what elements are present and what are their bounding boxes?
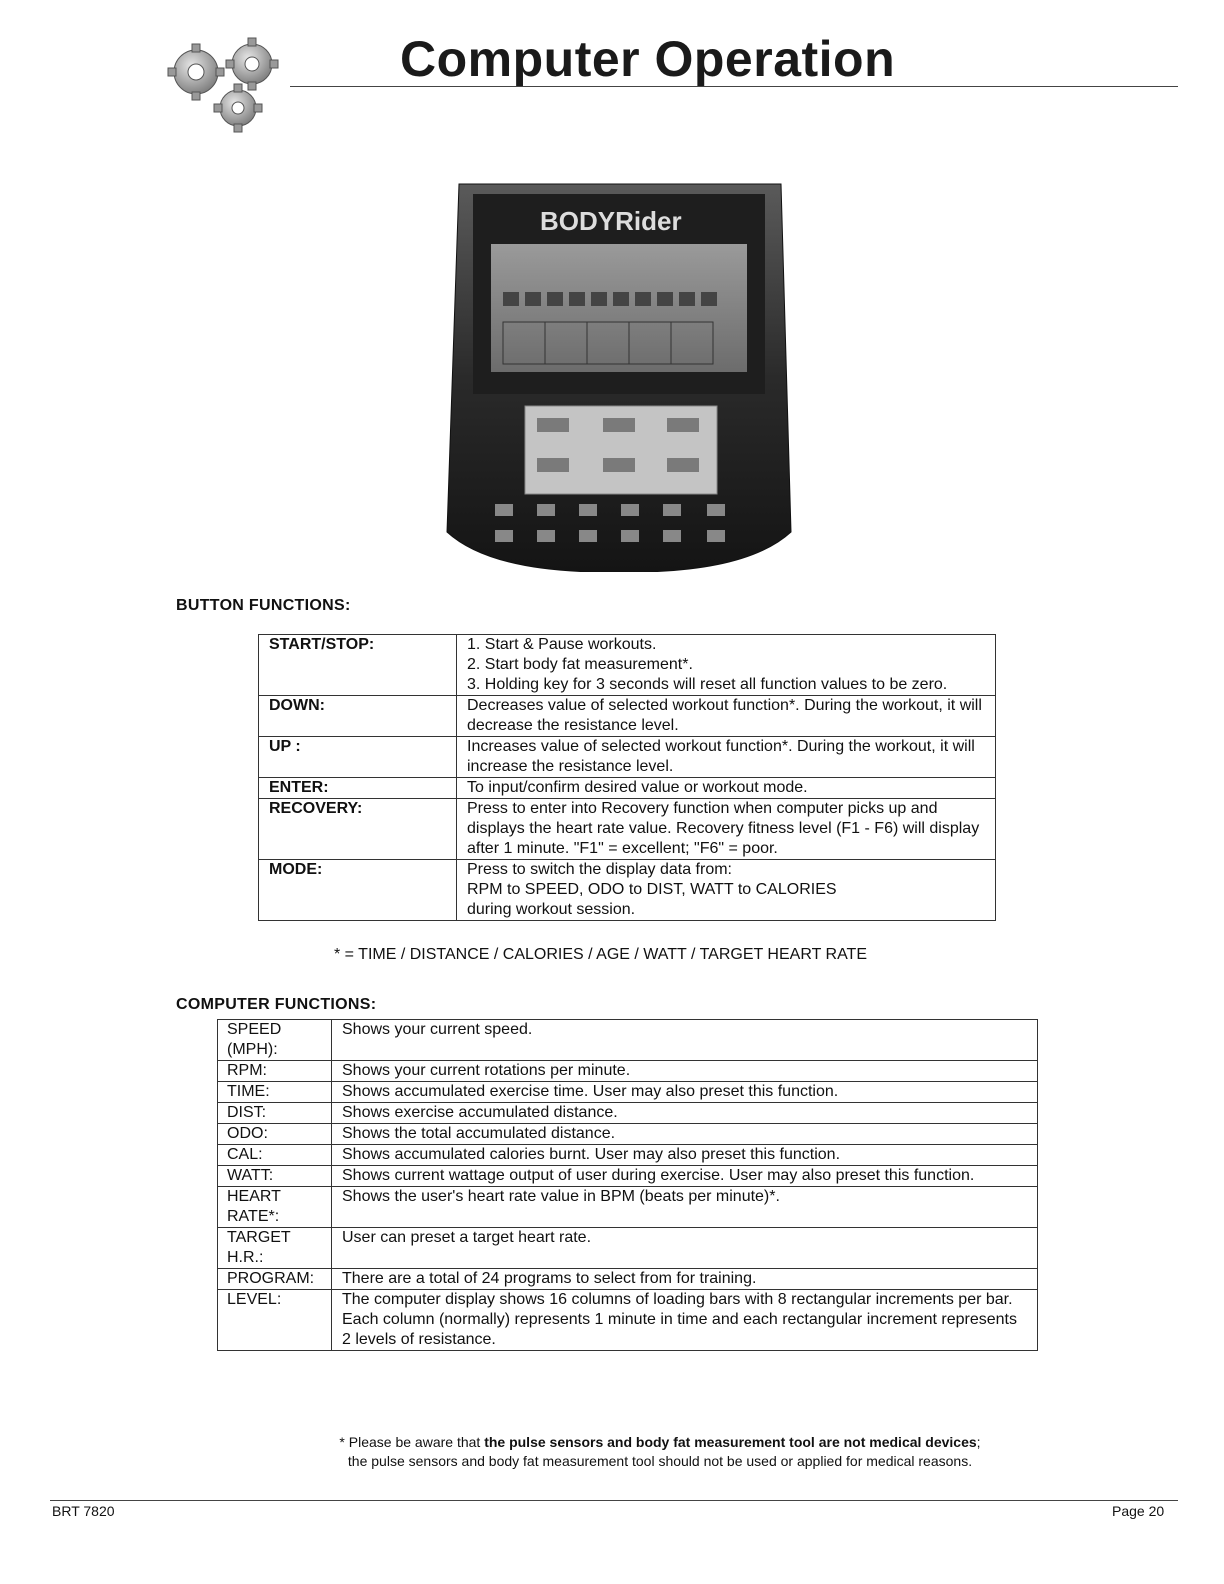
gears-icon [160, 20, 290, 150]
button-function-key: START/STOP: [259, 635, 457, 696]
computer-function-key: PROGRAM: [218, 1269, 332, 1290]
computer-function-key: TIME: [218, 1082, 332, 1103]
button-function-row [259, 635, 996, 696]
computer-function-description: The computer display shows 16 columns of loading bars with 8 rectangular increments per bar. Each column (normally) represents 1 minute in time and each rectangular increment represents 2 levels of resistance. [332, 1290, 1038, 1351]
computer-function-description: Shows the total accumulated distance. [332, 1124, 1038, 1145]
button-functions-table [258, 634, 996, 921]
button-function-row [259, 778, 996, 799]
medical-disclaimer [200, 1433, 1120, 1471]
computer-function-description: Shows your current rotations per minute. [332, 1061, 1038, 1082]
computer-function-key: WATT: [218, 1166, 332, 1187]
computer-function-description: Shows accumulated exercise time. User may also preset this function. [332, 1082, 1038, 1103]
computer-function-key: DIST: [218, 1103, 332, 1124]
button-function-description [457, 635, 996, 696]
computer-function-row [218, 1290, 1038, 1351]
title-underline [290, 86, 1178, 87]
computer-function-description: Shows exercise accumulated distance. [332, 1103, 1038, 1124]
disclaimer-bold: the pulse sensors and body fat measurement tool are not medical devices [484, 1434, 977, 1450]
button-function-key: RECOVERY: [259, 799, 457, 860]
computer-function-row [218, 1082, 1038, 1103]
disclaimer-prefix: * Please be aware that [339, 1434, 485, 1450]
computer-function-key: ODO: [218, 1124, 332, 1145]
footer-model: BRT 7820 [52, 1503, 115, 1519]
button-function-description [457, 778, 996, 799]
computer-function-description: Shows your current speed. [332, 1020, 1038, 1061]
description-line: To input/confirm desired value or workout mode. [467, 779, 808, 796]
computer-function-key: RPM: [218, 1061, 332, 1082]
description-line: 2. Start body fat measurement*. [467, 656, 693, 673]
button-function-row [259, 799, 996, 860]
computer-function-description: Shows current wattage output of user during exercise. User may also preset this function. [332, 1166, 1038, 1187]
description-line: RPM to SPEED, ODO to DIST, WATT to CALORIES [467, 881, 837, 898]
description-line: Press to enter into Recovery function when computer picks up and displays the heart rate value. Recovery fitness level (F1 - F6) will display after 1 minute. "F1" = excellent; "F6" = poor. [467, 800, 980, 857]
console-brand-logo: BODYRider [540, 206, 682, 236]
button-function-row [259, 696, 996, 737]
computer-function-description: User can preset a target heart rate. [332, 1228, 1038, 1269]
description-line: Decreases value of selected workout function*. During the workout, it will decrease the resistance level. [467, 697, 982, 734]
computer-function-row [218, 1145, 1038, 1166]
button-function-row [259, 737, 996, 778]
button-function-description [457, 737, 996, 778]
computer-function-row [218, 1187, 1038, 1228]
computer-function-row [218, 1166, 1038, 1187]
button-function-key: UP : [259, 737, 457, 778]
computer-function-key: SPEED (MPH): [218, 1020, 332, 1061]
footer-page-number: Page 20 [1112, 1503, 1165, 1519]
button-function-description [457, 799, 996, 860]
disclaimer-line2: the pulse sensors and body fat measurement tool should not be used or applied for medical reasons. [347, 1453, 973, 1469]
description-line: during workout session. [467, 901, 636, 918]
computer-function-key: TARGET H.R.: [218, 1228, 332, 1269]
computer-function-description: There are a total of 24 programs to select from for training. [332, 1269, 1038, 1290]
computer-functions-table [217, 1019, 1038, 1351]
computer-function-key: LEVEL: [218, 1290, 332, 1351]
button-function-key: ENTER: [259, 778, 457, 799]
button-function-row [259, 860, 996, 921]
button-function-key: MODE: [259, 860, 457, 921]
computer-function-row [218, 1124, 1038, 1145]
disclaimer-suffix: ; [976, 1434, 981, 1450]
description-line: Press to switch the display data from: [467, 861, 732, 878]
button-function-description [457, 696, 996, 737]
button-functions-footnote: * = TIME / DISTANCE / CALORIES / AGE / WATT / TARGET HEART RATE [334, 946, 867, 963]
computer-function-key: CAL: [218, 1145, 332, 1166]
computer-function-description: Shows the user's heart rate value in BPM (beats per minute)*. [332, 1187, 1038, 1228]
computer-function-description: Shows accumulated calories burnt. User may also preset this function. [332, 1145, 1038, 1166]
button-functions-heading: BUTTON FUNCTIONS: [176, 597, 351, 614]
description-line: 3. Holding key for 3 seconds will reset all function values to be zero. [467, 676, 948, 693]
computer-function-row [218, 1269, 1038, 1290]
computer-function-row [218, 1020, 1038, 1061]
button-function-description [457, 860, 996, 921]
computer-functions-heading: COMPUTER FUNCTIONS: [176, 996, 377, 1013]
description-line: 1. Start & Pause workouts. [467, 636, 657, 653]
footer-rule [50, 1500, 1178, 1501]
computer-function-key: HEART RATE*: [218, 1187, 332, 1228]
page-title: Computer Operation [400, 31, 896, 87]
computer-function-row [218, 1103, 1038, 1124]
description-line: Increases value of selected workout function*. During the workout, it will increase the resistance level. [467, 738, 975, 775]
button-function-key: DOWN: [259, 696, 457, 737]
console-image [445, 182, 793, 572]
computer-function-row [218, 1061, 1038, 1082]
computer-function-row [218, 1228, 1038, 1269]
